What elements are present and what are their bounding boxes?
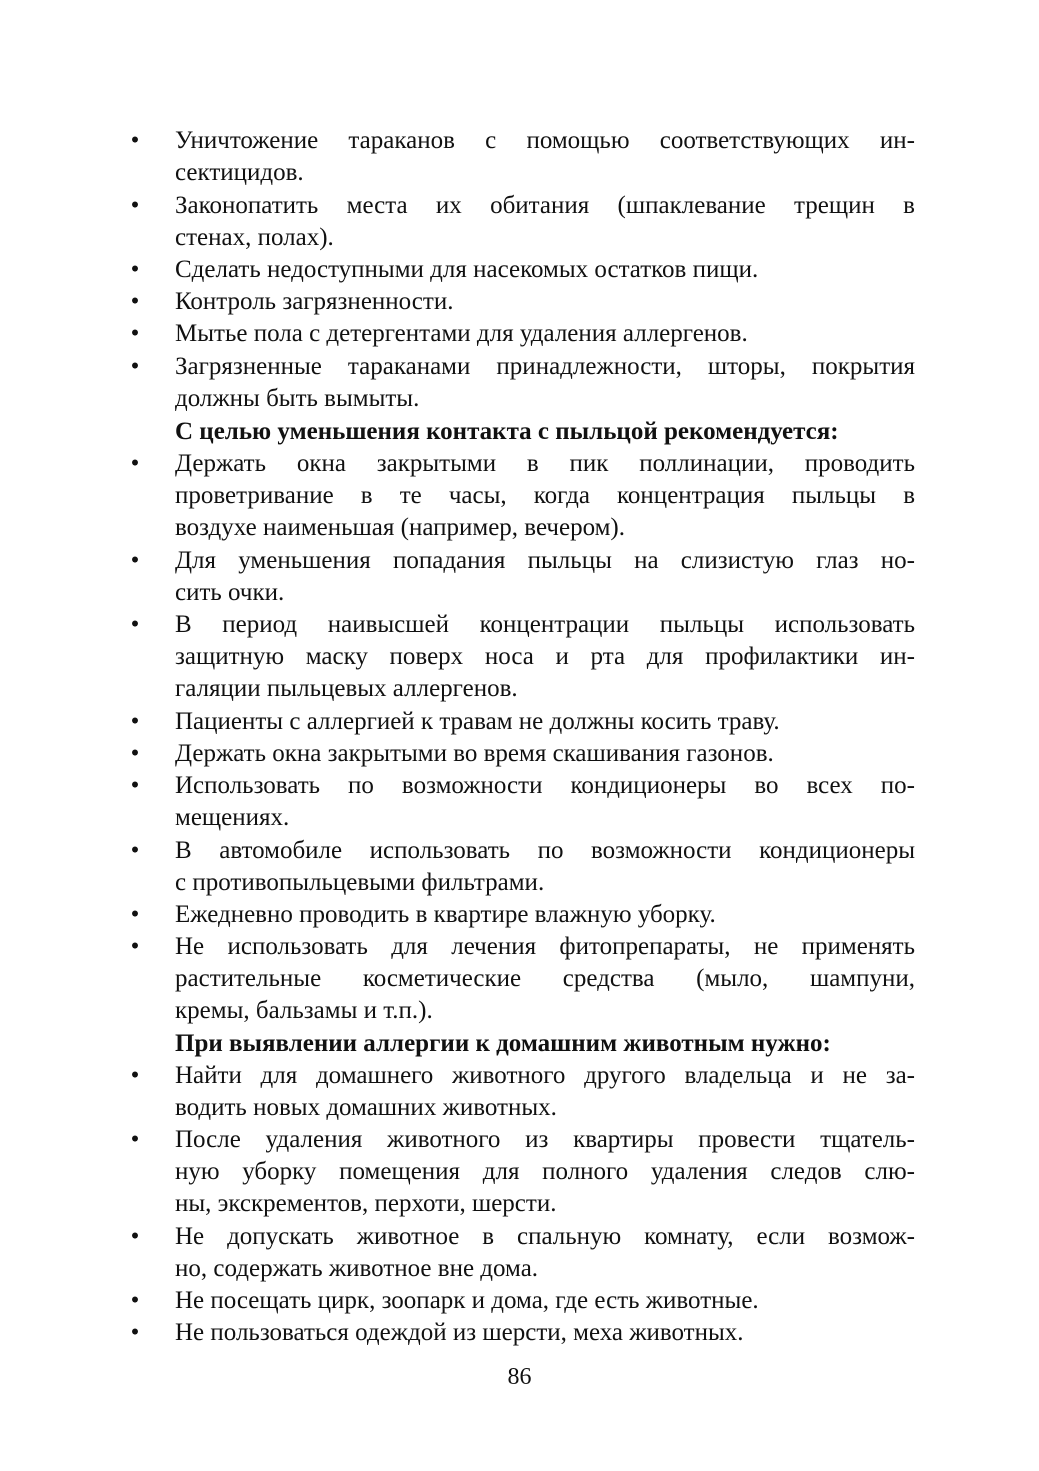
list-item xyxy=(130,706,915,738)
text-line: Не посещать цирк, зоопарк и дома, где есть животные. xyxy=(175,1287,759,1314)
text-line: но, содержать животное вне дома. xyxy=(175,1255,539,1282)
list-item xyxy=(130,1221,915,1285)
page-number: 86 xyxy=(507,1364,532,1390)
text-line: Не использовать для лечения фитопрепараты, не применять xyxy=(175,933,915,960)
section-heading: С целью уменьшения контакта с пыльцой рекомендуется: xyxy=(175,418,839,445)
list-item xyxy=(130,770,915,834)
text-line: защитную маску поверх носа и рта для профилактики ин- xyxy=(175,643,915,670)
bullet-glyph: • xyxy=(130,1319,140,1346)
list-item xyxy=(130,609,915,705)
bullet-glyph: • xyxy=(130,127,140,154)
text-line: галяции пыльцевых аллергенов. xyxy=(175,675,518,702)
list-item xyxy=(130,190,915,254)
bullet-glyph: • xyxy=(130,353,140,380)
text-line: сить очки. xyxy=(175,579,285,606)
text-line: с противопыльцевыми фильтрами. xyxy=(175,869,545,896)
bullet-glyph: • xyxy=(130,772,140,799)
list-item xyxy=(130,318,915,350)
text-line: ны, экскрементов, перхоти, шерсти. xyxy=(175,1190,557,1217)
text-line: Сделать недоступными для насекомых остатков пищи. xyxy=(175,256,759,283)
bullet-glyph: • xyxy=(130,1126,140,1153)
text-line: После удаления животного из квартиры провести тщатель- xyxy=(175,1126,915,1153)
list-item xyxy=(130,738,915,770)
list-item xyxy=(130,545,915,609)
text-line: водить новых домашних животных. xyxy=(175,1094,557,1121)
list-item xyxy=(130,448,915,544)
text-line: Не допускать животное в спальную комнату, если возмож- xyxy=(175,1223,915,1250)
text-line: Мытье пола с детергентами для удаления аллергенов. xyxy=(175,320,748,347)
section-heading: При выявлении аллергии к домашним животным нужно: xyxy=(175,1030,831,1057)
text-line: Для уменьшения попадания пыльцы на слизистую глаз но- xyxy=(175,547,915,574)
bullet-glyph: • xyxy=(130,837,140,864)
text-line: Держать окна закрытыми в пик поллинации, проводить xyxy=(175,450,915,477)
text-line: проветривание в те часы, когда концентрация пыльцы в xyxy=(175,482,915,509)
bullet-glyph: • xyxy=(130,740,140,767)
text-line: Уничтожение тараканов с помощью соответствующих ин- xyxy=(175,127,915,154)
bullet-glyph: • xyxy=(130,1287,140,1314)
text-line: кремы, бальзамы и т.п.). xyxy=(175,997,433,1024)
text-line: сектицидов. xyxy=(175,159,304,186)
bullet-glyph: • xyxy=(130,933,140,960)
list-item xyxy=(130,835,915,899)
text-line: стенах, полах). xyxy=(175,224,334,251)
list-item xyxy=(130,125,915,189)
text-line: мещениях. xyxy=(175,804,290,831)
bullet-glyph: • xyxy=(130,288,140,315)
list-item xyxy=(130,254,915,286)
text-line: Законопатить места их обитания (шпаклевание трещин в xyxy=(175,192,915,219)
text-line: Не пользоваться одеждой из шерсти, меха животных. xyxy=(175,1319,744,1346)
text-line: Загрязненные тараканами принадлежности, шторы, покрытия xyxy=(175,353,915,380)
list-item xyxy=(130,899,915,931)
text-line: Контроль загрязненности. xyxy=(175,288,454,315)
bullet-glyph: • xyxy=(130,547,140,574)
text-line: Использовать по возможности кондиционеры во всех по- xyxy=(175,772,915,799)
list-item xyxy=(130,1060,915,1124)
bullet-glyph: • xyxy=(130,450,140,477)
text-line: должны быть вымыты. xyxy=(175,385,420,412)
bullet-glyph: • xyxy=(130,708,140,735)
text-line: Пациенты с аллергией к травам не должны косить траву. xyxy=(175,708,780,735)
list-item xyxy=(130,1124,915,1220)
bullet-glyph: • xyxy=(130,1223,140,1250)
text-line: Ежедневно проводить в квартире влажную уборку. xyxy=(175,901,716,928)
bullet-glyph: • xyxy=(130,320,140,347)
bullet-glyph: • xyxy=(130,1062,140,1089)
text-line: воздухе наименьшая (например, вечером). xyxy=(175,514,626,541)
text-line: Держать окна закрытыми во время скашивания газонов. xyxy=(175,740,774,767)
list-item xyxy=(130,1317,915,1349)
list-item xyxy=(130,286,915,318)
bullet-glyph: • xyxy=(130,256,140,283)
list-item xyxy=(130,1285,915,1317)
list-item xyxy=(130,351,915,415)
list-item xyxy=(130,931,915,1027)
text-line: В автомобиле использовать по возможности кондиционеры xyxy=(175,837,915,864)
bullet-glyph: • xyxy=(130,611,140,638)
text-line: Найти для домашнего животного другого владельца и не за- xyxy=(175,1062,915,1089)
bullet-glyph: • xyxy=(130,192,140,219)
text-line: растительные косметические средства (мыло, шампуни, xyxy=(175,965,915,992)
bullet-glyph: • xyxy=(130,901,140,928)
text-line: В период наивысшей концентрации пыльцы использовать xyxy=(175,611,915,638)
text-line: ную уборку помещения для полного удаления следов слю- xyxy=(175,1158,915,1185)
